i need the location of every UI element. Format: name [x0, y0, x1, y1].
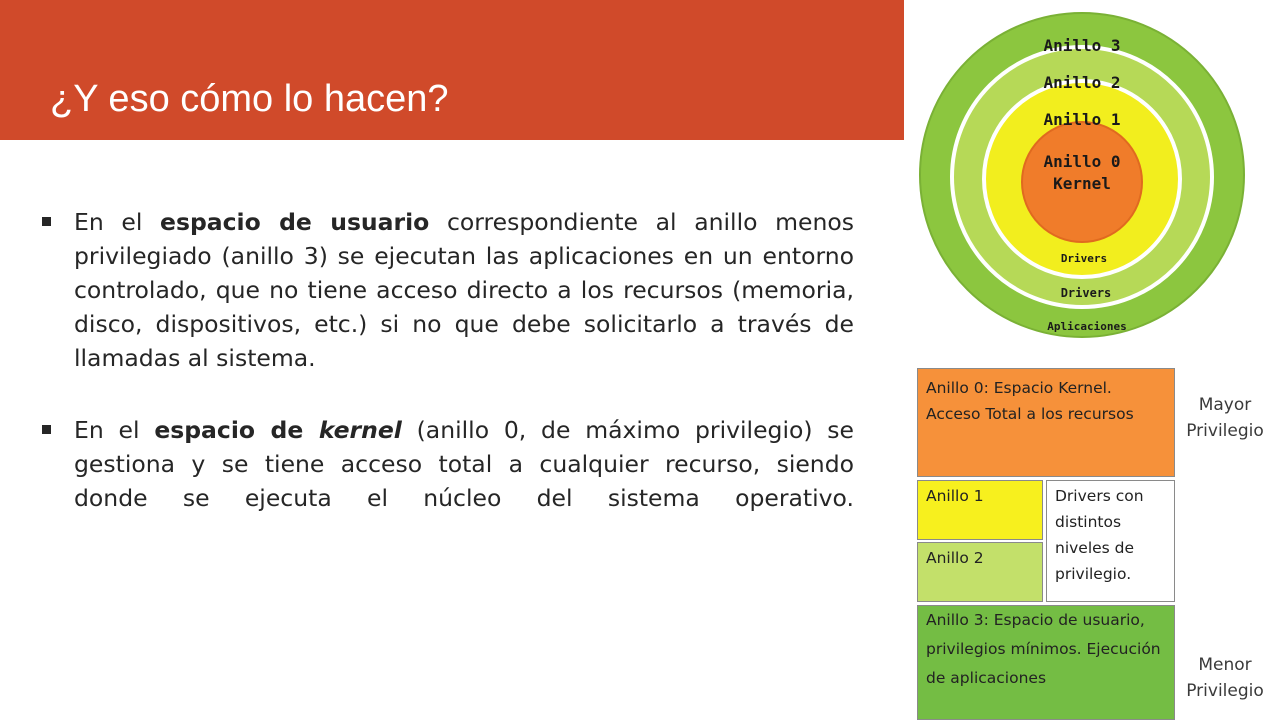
drivers-text-line4: privilegio.: [1055, 565, 1132, 583]
drivers-inner-label: Drivers: [1060, 252, 1108, 265]
ring-0-text-line1: Anillo 0: Espacio Kernel.: [926, 379, 1112, 397]
applications-label: Aplicaciones: [1047, 320, 1127, 333]
bullet-square-icon: [42, 217, 51, 226]
slide-content: [42, 205, 854, 553]
bullet-text: correspondiente al anillo menos privilegiado (anillo 3) se ejecutan las aplicaciones en un entorno controlado, que no tiene acceso directo a los recursos (memoria, disco, dispositivos, etc.) si no que debe solicitarlo a través de llamadas al sistema.: [74, 208, 854, 372]
ring-1-text: Anillo 1: [926, 487, 984, 505]
bullet-text: En el: [74, 416, 155, 444]
ring-1-label: Anillo 1: [1043, 110, 1121, 129]
ring-0-label: Anillo 0: [1043, 152, 1121, 171]
ring-0-cell: [917, 368, 1175, 477]
bullet-bold-text: espacio de usuario: [160, 208, 430, 236]
ring-0-text-line2: Acceso Total a los recursos: [926, 405, 1134, 423]
ring-2-text: Anillo 2: [926, 549, 984, 567]
bullet-kernel-space: [42, 413, 854, 515]
kernel-label: Kernel: [1053, 174, 1111, 193]
lower-privilege-label: [1180, 652, 1270, 704]
bullet-text: En el: [74, 208, 161, 236]
drivers-text-line2: distintos: [1055, 513, 1122, 531]
bullet-square-icon: [42, 425, 51, 434]
ring-2-cell: [917, 542, 1043, 602]
ring-3-text-line2: privilegios mínimos. Ejecución: [926, 640, 1161, 658]
protection-rings-diagram: [912, 10, 1252, 340]
drivers-text-line1: Drivers con: [1055, 487, 1144, 505]
lower-privilege-line1: Menor: [1198, 655, 1252, 675]
bullet-user-space: [42, 205, 854, 375]
higher-privilege-line1: Mayor: [1198, 395, 1252, 415]
ring-3-cell: [917, 605, 1175, 720]
drivers-text-line3: niveles de: [1055, 539, 1135, 557]
ring-1-cell: [917, 480, 1043, 540]
ring-3-label: Anillo 3: [1043, 36, 1121, 55]
higher-privilege-label: [1180, 392, 1270, 444]
lower-privilege-line2: Privilegio: [1186, 681, 1264, 701]
drivers-outer-label: Drivers: [1060, 286, 1112, 300]
bullet-bold-text: espacio de: [154, 416, 319, 444]
drivers-cell: [1046, 480, 1175, 602]
ring-3-text-line3: de aplicaciones: [926, 669, 1047, 687]
bullet-text: (anillo 0, de máximo privilegio) se gestiona y se tiene acceso total a cualquier recurso, siendo donde se ejecuta el núcleo del sistema operativo.: [74, 416, 855, 512]
slide-title: ¿Y eso cómo lo hacen?: [50, 78, 449, 120]
ring-3-text-line1: Anillo 3: Espacio de usuario,: [926, 611, 1145, 629]
title-bar: [0, 0, 904, 140]
ring-2-label: Anillo 2: [1043, 73, 1121, 92]
higher-privilege-line2: Privilegio: [1186, 421, 1264, 441]
bullet-bold-italic-text: kernel: [318, 416, 402, 444]
privilege-table: [912, 368, 1277, 720]
